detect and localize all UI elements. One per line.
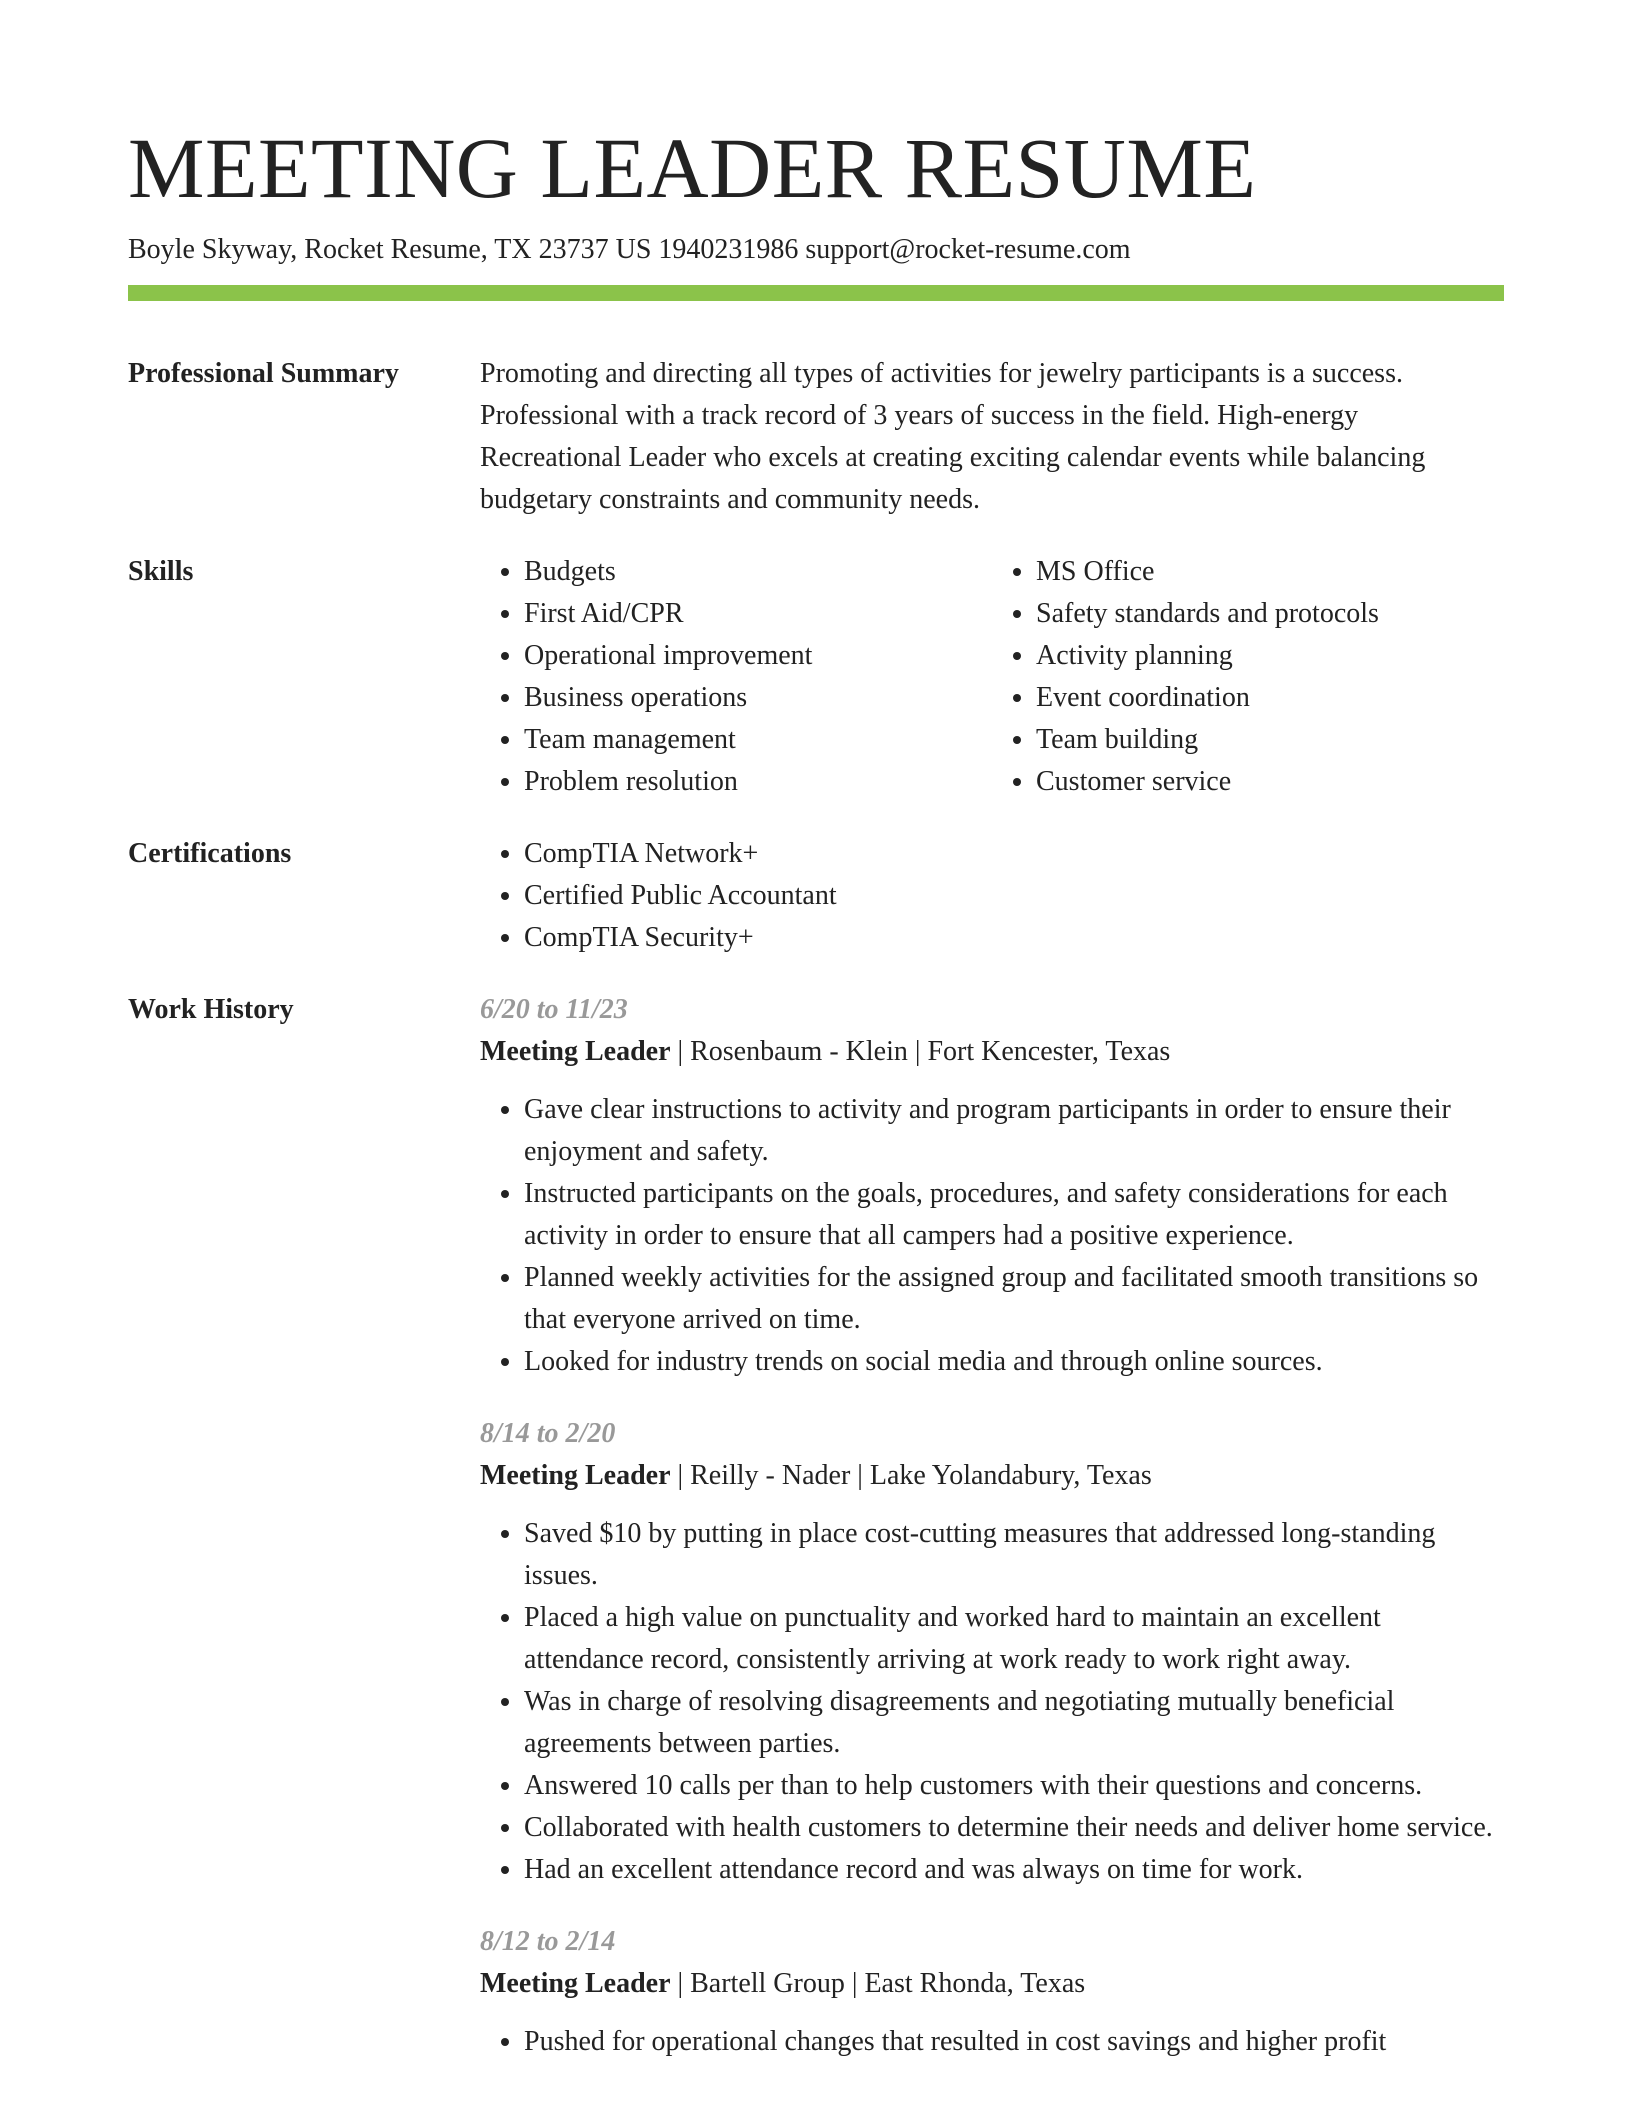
certifications-section <box>0 833 1632 959</box>
skill-item: • Customer service <box>1036 761 1504 803</box>
skill-item: • Team building <box>1036 719 1504 761</box>
certifications-body <box>480 833 1504 959</box>
job-bullet: • Pushed for operational changes that resulted in cost savings and higher profit <box>524 2021 1504 2063</box>
job-bullet: • Looked for industry trends on social media and through online sources. <box>524 1341 1504 1383</box>
job-bullet: • Was in charge of resolving disagreements and negotiating mutually beneficial agreements between parties. <box>524 1681 1504 1765</box>
skill-item: • Event coordination <box>1036 677 1504 719</box>
job-bullet: • Gave clear instructions to activity and program participants in order to ensure their enjoyment and safety. <box>524 1089 1504 1173</box>
skills-section <box>0 551 1632 803</box>
job-details: | Bartell Group | East Rhonda, Texas <box>670 1968 1086 1999</box>
job-entry <box>480 989 1504 1383</box>
skill-item: • Team management <box>524 719 992 761</box>
section-label: Professional Summary <box>128 358 399 389</box>
job-bullets <box>480 2021 1504 2063</box>
skill-item: • Business operations <box>524 677 992 719</box>
section-label: Certifications <box>128 838 292 869</box>
skill-item: • Activity planning <box>1036 635 1504 677</box>
job-heading <box>480 1031 1504 1073</box>
skill-item: • Operational improvement <box>524 635 992 677</box>
skills-body <box>480 551 1504 803</box>
job-bullet: • Placed a high value on punctuality and worked hard to maintain an excellent attendance record, consistently arriving at work ready to work right away. <box>524 1597 1504 1681</box>
work-history-body <box>480 989 1504 2063</box>
job-bullets <box>480 1089 1504 1383</box>
job-dates: 6/20 to 11/23 <box>480 994 628 1025</box>
accent-divider <box>128 285 1504 301</box>
certifications-list <box>480 833 1504 959</box>
job-title: Meeting Leader <box>480 1968 671 1999</box>
skill-item: • Budgets <box>524 551 992 593</box>
resume-content <box>0 353 1632 2093</box>
summary-section <box>0 353 1632 521</box>
job-bullet: • Answered 10 calls per than to help customers with their questions and concerns. <box>524 1765 1504 1807</box>
job-entry <box>480 1413 1504 1891</box>
section-label: Work History <box>128 994 294 1025</box>
skills-list-left <box>480 551 992 803</box>
job-dates: 8/14 to 2/20 <box>480 1418 616 1449</box>
skill-item: • First Aid/CPR <box>524 593 992 635</box>
job-heading <box>480 1963 1504 2005</box>
summary-text: Promoting and directing all types of activities for jewelry participants is a success. Professional with a track record of 3 years of success in the field. High-energy Recreational Leader who excels at creating exciting calendar events while balancing budgetary constraints and community needs. <box>480 358 1426 515</box>
job-bullet: • Saved $10 by putting in place cost-cutting measures that addressed long-standing issues. <box>524 1513 1504 1597</box>
job-bullets <box>480 1513 1504 1891</box>
certification-item: • CompTIA Security+ <box>524 917 1504 959</box>
summary-body <box>480 353 1504 521</box>
skill-item: • MS Office <box>1036 551 1504 593</box>
skills-list-right <box>992 551 1504 803</box>
contact-line: Boyle Skyway, Rocket Resume, TX 23737 US 1940231986 support@rocket-resume.com <box>128 234 1131 265</box>
section-label: Skills <box>128 556 194 587</box>
job-details: | Rosenbaum - Klein | Fort Kencester, Texas <box>670 1036 1171 1067</box>
work-history-section <box>0 989 1632 2063</box>
resume-title: MEETING LEADER RESUME <box>128 120 1257 216</box>
job-bullet: • Had an excellent attendance record and was always on time for work. <box>524 1849 1504 1891</box>
job-bullet: • Collaborated with health customers to determine their needs and deliver home service. <box>524 1807 1504 1849</box>
job-details: | Reilly - Nader | Lake Yolandabury, Texas <box>670 1460 1152 1491</box>
job-dates: 8/12 to 2/14 <box>480 1926 616 1957</box>
skill-item: • Problem resolution <box>524 761 992 803</box>
job-title: Meeting Leader <box>480 1036 671 1067</box>
job-title: Meeting Leader <box>480 1460 671 1491</box>
certification-item: • CompTIA Network+ <box>524 833 1504 875</box>
certification-item: • Certified Public Accountant <box>524 875 1504 917</box>
job-bullet: • Planned weekly activities for the assigned group and facilitated smooth transitions so that everyone arrived on time. <box>524 1257 1504 1341</box>
job-entry <box>480 1921 1504 2063</box>
job-bullet: • Instructed participants on the goals, procedures, and safety considerations for each activity in order to ensure that all campers had a positive experience. <box>524 1173 1504 1257</box>
job-heading <box>480 1455 1504 1497</box>
skill-item: • Safety standards and protocols <box>1036 593 1504 635</box>
